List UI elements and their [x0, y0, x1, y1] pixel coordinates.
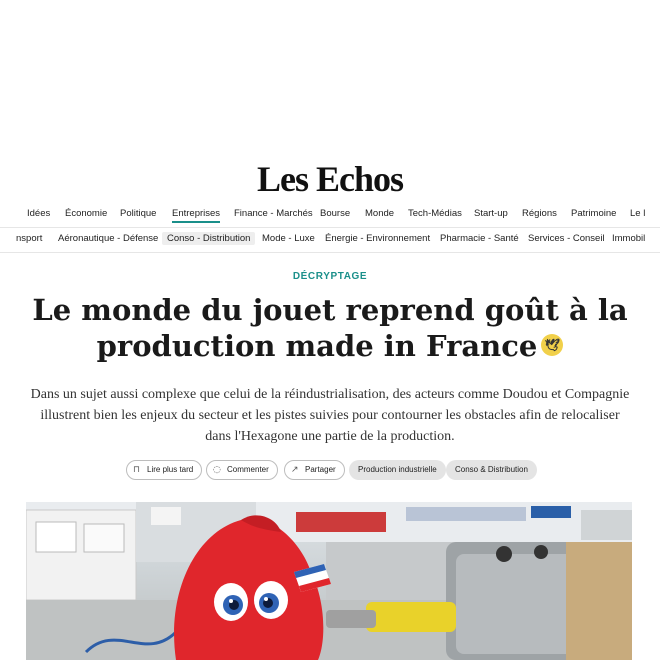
nav-item-patrimoine[interactable]: Patrimoine: [571, 208, 617, 219]
site-logo[interactable]: Les Echos: [256, 159, 404, 199]
read-later-button[interactable]: [126, 460, 202, 480]
nav-item-idees[interactable]: Idées: [27, 208, 51, 219]
bird-icon: 🕊: [541, 334, 563, 356]
nav-item-politique[interactable]: Politique: [120, 208, 157, 219]
nav-item-start-up[interactable]: Start-up: [474, 208, 508, 219]
nav-item-truncated[interactable]: Le l: [630, 208, 646, 219]
bookmark-icon: ⊓: [133, 465, 141, 475]
article-photo: [26, 502, 632, 660]
tag-production-industrielle[interactable]: Production industrielle: [349, 460, 446, 480]
ad-space: [0, 0, 660, 150]
headline-text: Le monde du jouet reprend goût à la production made in France: [32, 293, 628, 363]
nav-item-regions[interactable]: Régions: [522, 208, 557, 219]
share-button[interactable]: [284, 460, 345, 480]
comment-label: Commenter: [227, 465, 269, 474]
comment-icon: ◌: [213, 465, 221, 475]
article-headline: [30, 292, 630, 364]
nav-item-monde[interactable]: Monde: [365, 208, 395, 219]
subnav-item-conso-distribution[interactable]: Conso - Distribution: [162, 232, 255, 245]
subnav-item-aeronautique-defense[interactable]: Aéronautique - Défense: [58, 233, 159, 244]
nav-item-entreprises[interactable]: Entreprises: [172, 208, 220, 223]
subnav-item-energie-environnement[interactable]: Énergie - Environnement: [325, 233, 431, 244]
article-kicker[interactable]: DÉCRYPTAGE: [292, 271, 368, 282]
subnav-item-truncated[interactable]: Immobil: [612, 233, 646, 244]
subnav-item-pharmacie-sante[interactable]: Pharmacie - Santé: [440, 233, 519, 244]
article-actions: [0, 460, 660, 482]
article-lede: Dans un sujet aussi complexe que celui de la réindustrialisation, des acteurs comme Doudou et Compagnie illustrent bien les enjeux du secteur et les pistes suivies pour contourner les obstacles afin de relocaliser dans l'Hexagone une partie de la production.: [30, 387, 630, 444]
share-icon: ↗: [291, 465, 299, 475]
nav-item-finance-marches[interactable]: Finance - Marchés: [234, 208, 313, 219]
tag-conso-distribution[interactable]: Conso & Distribution: [446, 460, 537, 480]
comment-button[interactable]: [206, 460, 278, 480]
subnav-item-services-conseil[interactable]: Services - Conseil: [528, 233, 605, 244]
read-later-label: Lire plus tard: [147, 465, 194, 474]
nav-item-bourse[interactable]: Bourse: [320, 208, 351, 219]
sub-nav: [0, 229, 660, 253]
subnav-item-mode-luxe[interactable]: Mode - Luxe: [262, 233, 315, 244]
subnav-item-transport[interactable]: nsport: [16, 233, 43, 244]
nav-item-economie[interactable]: Économie: [65, 208, 108, 219]
nav-item-tech-medias[interactable]: Tech-Médias: [408, 208, 462, 219]
photo-illustration: [26, 502, 632, 660]
share-label: Partager: [305, 465, 336, 474]
main-nav: [0, 204, 660, 228]
